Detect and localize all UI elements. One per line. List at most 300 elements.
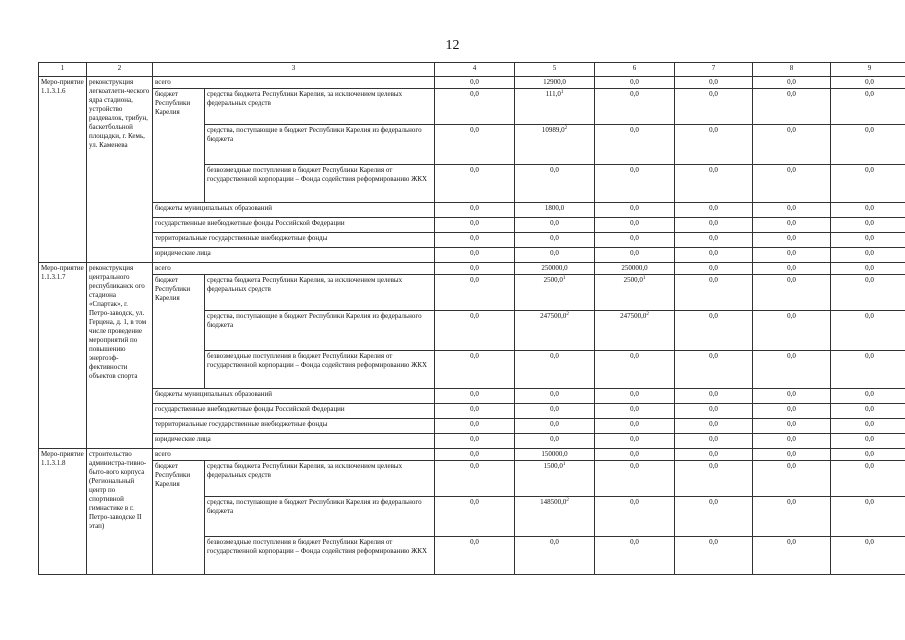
value-cell	[831, 434, 905, 449]
value-cell	[753, 497, 831, 537]
value-cell	[831, 263, 905, 275]
value: 0,0	[470, 390, 479, 398]
value-cell	[753, 404, 831, 419]
value: 0,0	[865, 435, 874, 443]
value-cell	[515, 275, 595, 311]
value-cell	[675, 461, 753, 497]
value: 0,0	[550, 234, 559, 242]
value: 0,0	[630, 435, 639, 443]
value: 0,0	[709, 420, 718, 428]
table-row	[39, 404, 905, 419]
value: 0,0	[470, 498, 479, 506]
funding-table	[38, 62, 905, 575]
value: 0,0	[709, 90, 718, 98]
value-cell	[515, 77, 595, 89]
value: 0,0	[865, 405, 874, 413]
value-cell	[435, 248, 515, 263]
value: 0,0	[865, 234, 874, 242]
value: 0,0	[865, 90, 874, 98]
table-row	[39, 419, 905, 434]
funding-source-group: бюджет Республики Карелия	[153, 275, 205, 389]
value-cell	[515, 263, 595, 275]
value: 0,0	[630, 166, 639, 174]
value: 0,0	[470, 264, 479, 272]
value-cell	[831, 461, 905, 497]
value: 0,0	[470, 276, 479, 284]
value-cell	[831, 311, 905, 351]
value-cell	[831, 449, 905, 461]
value: 0,0	[787, 264, 796, 272]
value: 0,0	[630, 234, 639, 242]
value: 148500,0	[540, 498, 567, 506]
value: 0,0	[865, 126, 874, 134]
value: 0,0	[470, 204, 479, 212]
value: 0,0	[787, 405, 796, 413]
value-cell	[831, 404, 905, 419]
value-cell	[831, 125, 905, 165]
value: 0,0	[470, 462, 479, 470]
funding-source: территориальные государственные внебюджетные фонды	[153, 233, 435, 248]
value-cell	[435, 77, 515, 89]
value-cell	[753, 77, 831, 89]
value-cell	[435, 351, 515, 389]
value-cell	[753, 434, 831, 449]
value: 0,0	[630, 352, 639, 360]
value-cell	[595, 434, 675, 449]
funding-source: всего	[153, 77, 435, 89]
column-header: 6	[595, 63, 675, 77]
footnote-mark: 2	[566, 312, 569, 317]
value: 0,0	[630, 462, 639, 470]
value: 0,0	[470, 249, 479, 257]
funding-source: юридические лица	[153, 248, 435, 263]
value: 250000,0	[541, 264, 568, 272]
value: 0,0	[787, 352, 796, 360]
value-cell	[753, 89, 831, 125]
value: 0,0	[470, 312, 479, 320]
value-cell	[435, 89, 515, 125]
funding-source: государственные внебюджетные фонды Российской Федерации	[153, 404, 435, 419]
value-cell	[595, 419, 675, 434]
value: 0,0	[865, 462, 874, 470]
value-cell	[831, 165, 905, 203]
value: 250000,0	[621, 264, 648, 272]
value: 0,0	[865, 538, 874, 546]
value-cell	[675, 263, 753, 275]
value: 0,0	[709, 405, 718, 413]
value: 0,0	[787, 462, 796, 470]
column-header-row	[39, 63, 905, 77]
measure-description: строительство администра-тивно-быто-вого корпуса (Региональный центр по спортивной гимнастике в г. Петро-заводске II этап)	[87, 449, 153, 575]
value: 0,0	[470, 435, 479, 443]
value: 0,0	[470, 450, 479, 458]
value: 0,0	[787, 498, 796, 506]
table-row	[39, 434, 905, 449]
value: 0,0	[865, 219, 874, 227]
value-cell	[831, 203, 905, 218]
measure-code: Меро-приятие 1.1.3.1.8	[39, 449, 87, 575]
value: 0,0	[787, 312, 796, 320]
value-cell	[515, 165, 595, 203]
value: 0,0	[550, 249, 559, 257]
funding-source: государственные внебюджетные фонды Российской Федерации	[153, 218, 435, 233]
value: 0,0	[865, 78, 874, 86]
funding-source-group: бюджет Республики Карелия	[153, 461, 205, 575]
value: 0,0	[630, 90, 639, 98]
funding-subsource: средства, поступающие в бюджет Республики Карелия из федерального бюджета	[205, 125, 435, 165]
value-cell	[831, 497, 905, 537]
value-cell	[753, 419, 831, 434]
value-cell	[435, 461, 515, 497]
value: 0,0	[787, 204, 796, 212]
value-cell	[831, 537, 905, 575]
value: 0,0	[709, 538, 718, 546]
value-cell	[435, 203, 515, 218]
value-cell	[595, 248, 675, 263]
value-cell	[831, 419, 905, 434]
value-cell	[675, 203, 753, 218]
value: 0,0	[550, 538, 559, 546]
value-cell	[753, 449, 831, 461]
page-number: 12	[445, 38, 460, 53]
funding-subsource: безвозмездные поступления в бюджет Республики Карелия от государственной корпорации – Фонда содействия реформированию ЖКХ	[205, 537, 435, 575]
value: 0,0	[470, 90, 479, 98]
value: 0,0	[630, 249, 639, 257]
value: 0,0	[630, 219, 639, 227]
funding-source-group: бюджет Республики Карелия	[153, 89, 205, 203]
value-cell	[595, 389, 675, 404]
value: 150000,0	[541, 450, 568, 458]
funding-source: юридические лица	[153, 434, 435, 449]
value-cell	[435, 389, 515, 404]
value-cell	[515, 434, 595, 449]
value: 0,0	[470, 166, 479, 174]
column-header: 2	[87, 63, 153, 77]
value: 0,0	[709, 312, 718, 320]
footnote-mark: 1	[642, 276, 646, 281]
value-cell	[595, 233, 675, 248]
funding-subsource: средства бюджета Республики Карелия, за исключением целевых федеральных средств	[205, 89, 435, 125]
value: 0,0	[630, 126, 639, 134]
value: 0,0	[865, 352, 874, 360]
value-cell	[753, 203, 831, 218]
value: 0,0	[865, 249, 874, 257]
value: 0,0	[709, 234, 718, 242]
value-cell	[595, 77, 675, 89]
funding-subsource: средства бюджета Республики Карелия, за исключением целевых федеральных средств	[205, 275, 435, 311]
funding-subsource: средства, поступающие в бюджет Республики Карелия из федерального бюджета	[205, 497, 435, 537]
value: 0,0	[787, 249, 796, 257]
value-cell	[753, 165, 831, 203]
value-cell	[595, 449, 675, 461]
value-cell	[435, 449, 515, 461]
footnote-mark: 2	[646, 312, 649, 317]
value-cell	[675, 125, 753, 165]
value-cell	[831, 233, 905, 248]
value: 0,0	[470, 352, 479, 360]
measure-description: реконструкция центрального республиканск ого стадиона «Спартак», г. Петро-заводск, ул. Герцена, д. 1, в том числе проведение мероприятий по повышению энергоэф-фективности объектов спорта	[87, 263, 153, 449]
value-cell	[753, 218, 831, 233]
value: 0,0	[709, 498, 718, 506]
value: 0,0	[709, 390, 718, 398]
value: 0,0	[630, 405, 639, 413]
value-cell	[515, 389, 595, 404]
value-cell	[753, 233, 831, 248]
value: 0,0	[787, 166, 796, 174]
value: 0,0	[865, 390, 874, 398]
value-cell	[831, 218, 905, 233]
value-cell	[515, 233, 595, 248]
value-cell	[515, 449, 595, 461]
table-row	[39, 89, 905, 125]
column-header: 9	[831, 63, 905, 77]
table-row	[39, 449, 905, 461]
value: 0,0	[865, 276, 874, 284]
value: 0,0	[550, 219, 559, 227]
value-cell	[515, 537, 595, 575]
value: 0,0	[470, 219, 479, 227]
value-cell	[753, 311, 831, 351]
table-row	[39, 389, 905, 404]
table-row	[39, 203, 905, 218]
column-header: 7	[675, 63, 753, 77]
value: 0,0	[630, 204, 639, 212]
value-cell	[435, 165, 515, 203]
value-cell	[515, 203, 595, 218]
value: 0,0	[630, 450, 639, 458]
table-row	[39, 263, 905, 275]
funding-subsource: безвозмездные поступления в бюджет Республики Карелия от государственной корпорации – Фонда содействия реформированию ЖКХ	[205, 165, 435, 203]
value: 0,0	[787, 276, 796, 284]
value: 0,0	[709, 166, 718, 174]
footnote-mark: 2	[566, 498, 569, 503]
value-cell	[753, 389, 831, 404]
value: 0,0	[865, 166, 874, 174]
value-cell	[435, 218, 515, 233]
value: 0,0	[787, 538, 796, 546]
value: 0,0	[709, 126, 718, 134]
value: 0,0	[550, 352, 559, 360]
value-cell	[675, 248, 753, 263]
value: 0,0	[709, 450, 718, 458]
value: 0,0	[787, 435, 796, 443]
funding-source: бюджеты муниципальных образований	[153, 389, 435, 404]
value: 0,0	[709, 204, 718, 212]
table-row	[39, 218, 905, 233]
value: 0,0	[709, 276, 718, 284]
value-cell	[753, 263, 831, 275]
value: 0,0	[550, 405, 559, 413]
value-cell	[595, 461, 675, 497]
table-row	[39, 248, 905, 263]
value-cell	[515, 248, 595, 263]
value: 2500,0	[543, 276, 563, 284]
value-cell	[831, 89, 905, 125]
value-cell	[675, 434, 753, 449]
measure-code: Меро-приятие 1.1.3.1.7	[39, 263, 87, 449]
value-cell	[675, 497, 753, 537]
value-cell	[831, 351, 905, 389]
value-cell	[753, 248, 831, 263]
value: 0,0	[787, 234, 796, 242]
value-cell	[831, 275, 905, 311]
value: 1800,0	[544, 204, 565, 212]
value: 0,0	[470, 420, 479, 428]
value-cell	[435, 404, 515, 419]
value-cell	[515, 89, 595, 125]
value-cell	[435, 233, 515, 248]
funding-source: бюджеты муниципальных образований	[153, 203, 435, 218]
footnote-mark: 2	[564, 126, 568, 131]
funding-subsource: безвозмездные поступления в бюджет Республики Карелия от государственной корпорации – Фонда содействия реформированию ЖКХ	[205, 351, 435, 389]
value-cell	[595, 404, 675, 419]
value: 0,0	[550, 435, 559, 443]
value: 0,0	[470, 405, 479, 413]
value-cell	[515, 311, 595, 351]
value-cell	[435, 537, 515, 575]
value: 247500,0	[540, 312, 567, 320]
column-header: 8	[753, 63, 831, 77]
value-cell	[753, 125, 831, 165]
value: 0,0	[709, 352, 718, 360]
value-cell	[595, 165, 675, 203]
value-cell	[675, 351, 753, 389]
value-cell	[675, 77, 753, 89]
table-row	[39, 275, 905, 311]
value: 0,0	[709, 78, 718, 86]
funding-source: всего	[153, 449, 435, 461]
value-cell	[753, 351, 831, 389]
value-cell	[675, 218, 753, 233]
funding-source: территориальные государственные внебюджетные фонды	[153, 419, 435, 434]
funding-source: всего	[153, 263, 435, 275]
value-cell	[515, 351, 595, 389]
value: 0,0	[630, 420, 639, 428]
value-cell	[595, 218, 675, 233]
value-cell	[435, 263, 515, 275]
column-header: 4	[435, 63, 515, 77]
value-cell	[831, 77, 905, 89]
value-cell	[675, 389, 753, 404]
table-row	[39, 77, 905, 89]
value-cell	[595, 125, 675, 165]
value: 0,0	[470, 234, 479, 242]
value-cell	[675, 449, 753, 461]
value: 0,0	[787, 126, 796, 134]
value: 0,0	[787, 450, 796, 458]
value-cell	[595, 89, 675, 125]
value: 0,0	[865, 204, 874, 212]
value-cell	[515, 404, 595, 419]
value: 0,0	[787, 390, 796, 398]
value: 0,0	[787, 219, 796, 227]
value-cell	[675, 537, 753, 575]
funding-subsource: средства бюджета Республики Карелия, за исключением целевых федеральных средств	[205, 461, 435, 497]
value: 1500,0	[543, 462, 563, 470]
value-cell	[753, 275, 831, 311]
value: 0,0	[865, 420, 874, 428]
value-cell	[515, 461, 595, 497]
value-cell	[595, 351, 675, 389]
value: 2500,0	[623, 276, 643, 284]
footnote-mark: 1	[560, 90, 564, 95]
value: 0,0	[470, 538, 479, 546]
value-cell	[515, 218, 595, 233]
value-cell	[595, 311, 675, 351]
value: 0,0	[630, 538, 639, 546]
value-cell	[435, 311, 515, 351]
value-cell	[595, 497, 675, 537]
value: 0,0	[709, 219, 718, 227]
value-cell	[515, 497, 595, 537]
value-cell	[675, 311, 753, 351]
value: 0,0	[709, 249, 718, 257]
value: 247500,0	[620, 312, 647, 320]
value: 12900,0	[543, 78, 566, 86]
value-cell	[753, 537, 831, 575]
value: 0,0	[787, 90, 796, 98]
value: 0,0	[787, 78, 796, 86]
value-cell	[675, 165, 753, 203]
value-cell	[675, 233, 753, 248]
measure-description: реконструкция легкоатлети-ческого ядра стадиона, устройство раздевалок, трибун, баскетбольной площадки, г. Кемь, ул. Каменева	[87, 77, 153, 263]
value: 0,0	[709, 435, 718, 443]
value-cell	[595, 263, 675, 275]
value: 0,0	[630, 390, 639, 398]
value-cell	[595, 537, 675, 575]
table-row	[39, 233, 905, 248]
value: 111,0	[545, 90, 561, 98]
value-cell	[435, 434, 515, 449]
value-cell	[515, 419, 595, 434]
column-header: 3	[153, 63, 435, 77]
value: 0,0	[470, 78, 479, 86]
table-row	[39, 461, 905, 497]
column-header: 5	[515, 63, 595, 77]
value-cell	[595, 203, 675, 218]
measure-code: Меро-приятие 1.1.3.1.6	[39, 77, 87, 263]
value: 0,0	[865, 312, 874, 320]
value-cell	[435, 497, 515, 537]
value-cell	[435, 125, 515, 165]
value-cell	[515, 125, 595, 165]
value: 0,0	[470, 126, 479, 134]
value-cell	[831, 248, 905, 263]
value-cell	[595, 275, 675, 311]
value: 10989,0	[541, 126, 565, 134]
value-cell	[831, 389, 905, 404]
footnote-mark: 1	[562, 276, 566, 281]
value: 0,0	[787, 420, 796, 428]
value: 0,0	[709, 462, 718, 470]
value-cell	[435, 419, 515, 434]
value-cell	[675, 404, 753, 419]
value-cell	[435, 275, 515, 311]
value: 0,0	[550, 420, 559, 428]
value-cell	[753, 461, 831, 497]
value: 0,0	[865, 498, 874, 506]
value: 0,0	[865, 450, 874, 458]
value-cell	[675, 89, 753, 125]
value: 0,0	[550, 390, 559, 398]
value: 0,0	[865, 264, 874, 272]
value: 0,0	[550, 166, 559, 174]
value: 0,0	[630, 78, 639, 86]
column-header: 1	[39, 63, 87, 77]
value-cell	[675, 275, 753, 311]
value: 0,0	[709, 264, 718, 272]
funding-subsource: средства, поступающие в бюджет Республики Карелия из федерального бюджета	[205, 311, 435, 351]
